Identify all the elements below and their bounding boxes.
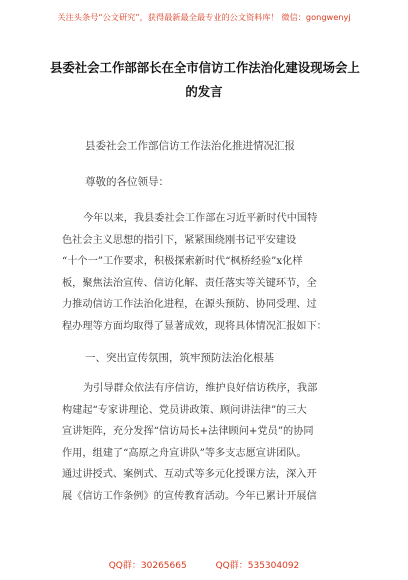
section-heading-1: 一、突出宣传氛围，筑牢预防法治化根基 xyxy=(85,352,274,364)
paragraph-line: “十个一”工作要求，积极探索新时代“枫桥经验”x化样 xyxy=(62,256,303,268)
salutation: 尊敬的各位领导： xyxy=(85,176,169,188)
footer-qq-group-2: QQ群：535304092 xyxy=(215,561,300,571)
paragraph-line: 通过讲授式、案例式、互动式等多元化授课方法，深入开 xyxy=(62,469,317,481)
footer-contacts xyxy=(0,558,408,571)
report-subheading: 县委社会工作部信访工作法治化推进情况汇报 xyxy=(85,140,295,152)
paragraph-line: 程办理等方面均取得了显著成效，现将具体情况汇报如下： xyxy=(62,320,327,332)
paragraph-line: 今年以来，我县委社会工作部在习近平新时代中国特 xyxy=(83,213,318,224)
paragraph-line: 力推动信访工作法治化进程，在源头预防、协同受理、过 xyxy=(62,299,317,311)
paragraph-line: 展《信访工作条例》的宣传教育活动。今年已累计开展信 xyxy=(62,490,317,502)
paragraph-section-1 xyxy=(62,378,362,508)
paragraph-line: 为引导群众依法有序信访，维护良好信访秩序，我部 xyxy=(83,383,318,394)
paragraph-line: 构建起“专家讲理论、党员讲政策、顾问讲法律”的三大 xyxy=(62,404,307,416)
paragraph-line: 作用，组建了“高原之舟宣讲队”等多支志愿宣讲团队。 xyxy=(62,447,307,459)
footer-qq-group-1: QQ群：30265665 xyxy=(108,561,187,571)
paragraph-line: 宣讲矩阵，充分发挥“信访局长+法律顾问+党员”的协同 xyxy=(62,426,314,438)
paragraph-line: 色社会主义思想的指引下，紧紧围绕刚书记平安建设 xyxy=(62,234,297,246)
paragraph-line: 板，聚焦法治宣传、信访化解、责任落实等关键环节，全 xyxy=(62,277,317,289)
header-banner: 关注头条号“公文研究”，获得最新最全最专业的公文资料库！ 微信：gongwenyj xyxy=(57,12,351,22)
document-title-line-2: 的发言 xyxy=(185,84,223,99)
paragraph-intro xyxy=(62,208,362,338)
document-title-line-1: 县委社会工作部部长在全市信访工作法治化建设现场会上 xyxy=(50,60,360,75)
